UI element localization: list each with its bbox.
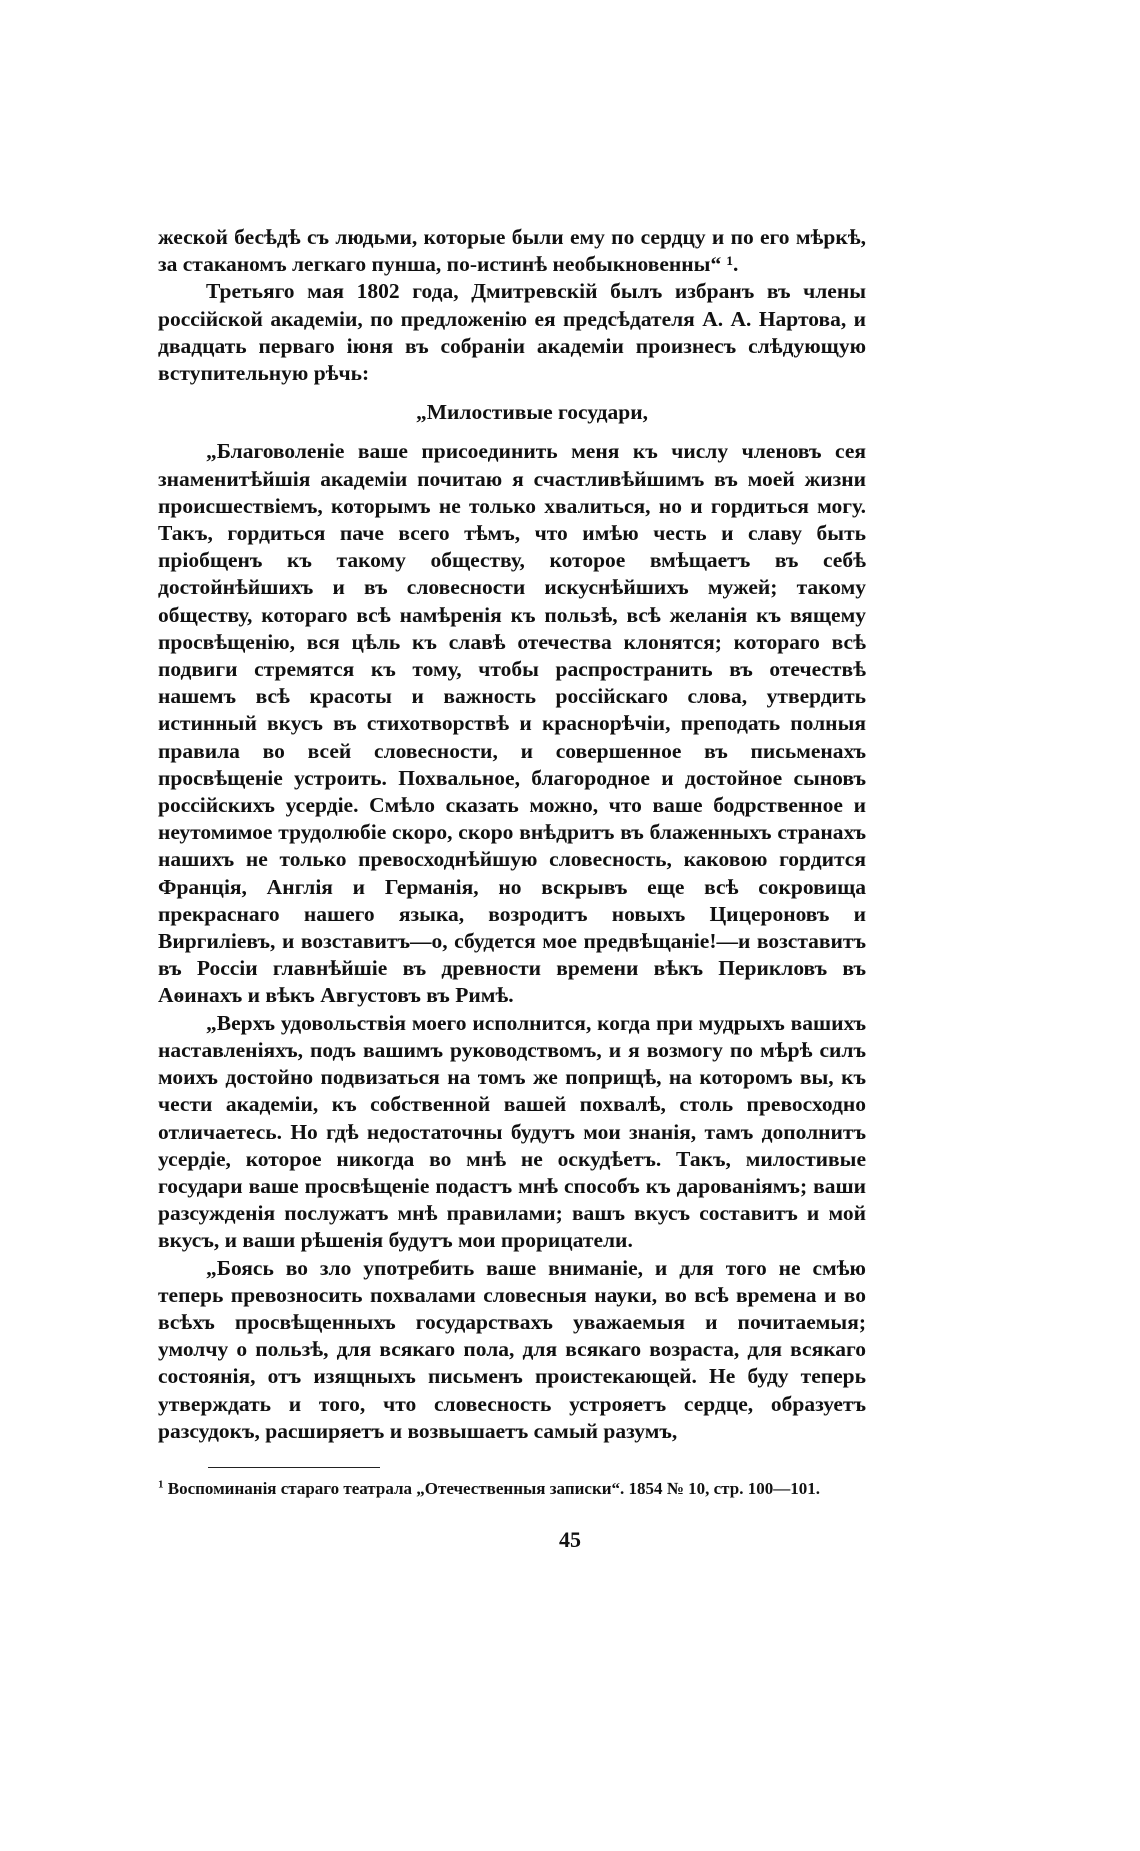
speech-paragraph: „Верхъ удовольствія моего исполнится, когда при мудрыхъ вашихъ наставленіяхъ, подъ вашимъ руководствомъ, и я возмогу по мѣрѣ силъ моихъ достойно подвизаться на томъ же поприщѣ, на которомъ вы, къ чести академіи, къ собственной вашей похвалѣ, столь превосходно отличаетесь. Но гдѣ недостаточны будутъ мои знанія, тамъ дополнитъ усердіе, которое никогда во мнѣ не оскудѣетъ. Такъ, милостивые государи ваше просвѣщеніе подастъ мнѣ способъ къ дарованіямъ; ваши разсужденія послужатъ мнѣ правилами; вашъ вкусъ составитъ и мой вкусъ, и ваши рѣшенія будутъ мои прорицатели. bbox=[158, 1010, 866, 1253]
paragraph-continuation: жеской бесѣдѣ съ людьми, которые были ему по сердцу и по его мѣркѣ, за стаканомъ легкаго пунша, по-истинѣ необыкновенны“ ¹. bbox=[158, 225, 866, 277]
footnote-mark: 1 bbox=[158, 1478, 164, 1491]
body-text bbox=[158, 224, 866, 1445]
footnote-divider bbox=[208, 1467, 380, 1468]
footnote-text: Воспоминанія стараго театрала „Отечественныя записки“. 1854 № 10, стр. 100—101. bbox=[167, 1479, 820, 1498]
footnote bbox=[158, 1477, 866, 1501]
paragraph-election: Третьяго мая 1802 года, Дмитревскій былъ избранъ въ члены россійской академіи, по предложенію ея предсѣдателя А. А. Нартова, и двадцать перваго іюня въ собраніи академіи произнесъ слѣдующую вступительную рѣчь: bbox=[158, 279, 866, 386]
speech-paragraph: „Благоволеніе ваше присоединить меня къ числу членовъ сея знаменитѣйшія академіи почитаю я счастливѣйшимъ въ моей жизни происшествіемъ, которымъ не только хвалиться, но и гордиться могу. Такъ, гордиться паче всего тѣмъ, что имѣю честь и славу быть пріобщенъ къ такому обществу, которое вмѣщаетъ въ себѣ достойнѣйшихъ и въ словесности искуснѣйшихъ мужей; такому обществу, котораго всѣ намѣренія къ пользѣ, всѣ желанія къ вящему просвѣщенію, вся цѣль къ славѣ отечества клонятся; котораго всѣ подвиги стремятся къ тому, чтобы распространить въ отечествѣ нашемъ всѣ красоты и важность россійскаго слова, утвердить истинный вкусъ въ стихотворствѣ и краснорѣчіи, преподать полныя правила во всей словесности, и совершенное въ письменахъ просвѣщеніе устроить. Похвальное, благородное и достойное сыновъ россійскихъ усердіе. Смѣло сказать можно, что ваше бодрственное и неутомимое трудолюбіе скоро, скоро внѣдритъ въ блаженныхъ странахъ нашихъ не только превосходнѣйшую словесность, каковою гордится Франція, Англія и Германія, но вскрывъ еще всѣ сокровища прекраснаго нашего языка, возродитъ новыхъ Цицероновъ и Виргиліевъ, и возставитъ—о, сбудется мое предвѣщаніе!—и возставитъ въ Россіи главнѣйшіе въ древности времени вѣкъ Перикловъ въ Аѳинахъ и вѣкъ Августовъ въ Римѣ. bbox=[158, 439, 866, 1008]
page-number: 45 bbox=[559, 1527, 581, 1552]
speech-greeting: „Милостивые государи, bbox=[415, 400, 649, 425]
speech-paragraph: „Боясь во зло употребить ваше вниманіе, и для того не смѣю теперь превозносить похвалами словесныя науки, во всѣ времена и во всѣхъ просвѣщенныхъ государствахъ уважаемыя и почитаемыя; умолчу о пользѣ, для всякаго пола, для всякаго возраста, для всякаго состоянія, отъ изящныхъ письменъ проистекающей. Не буду теперь утверждать и того, что словесность устрояетъ сердце, образуетъ разсудокъ, расширяетъ и возвышаетъ самый разумъ, bbox=[158, 1255, 866, 1443]
